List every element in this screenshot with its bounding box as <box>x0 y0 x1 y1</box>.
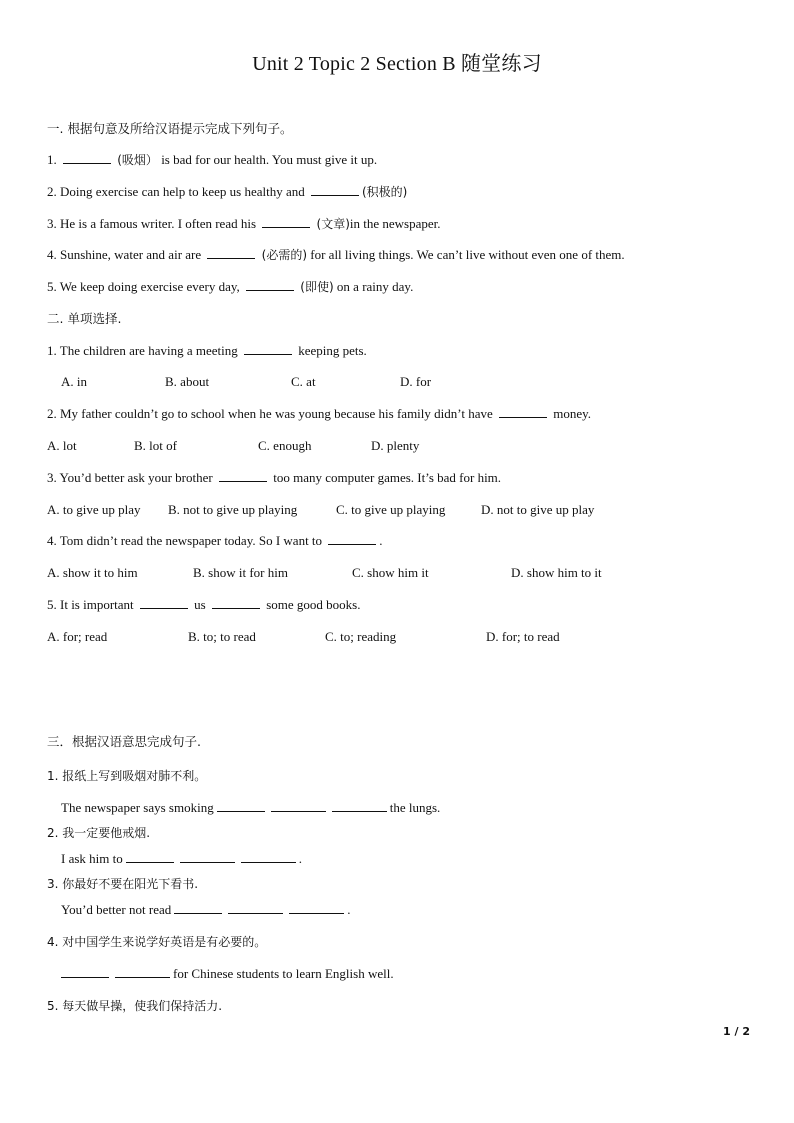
answer-blank[interactable] <box>228 902 283 914</box>
s2-q1-option-b[interactable]: B. about <box>165 374 210 389</box>
answer-blank[interactable] <box>241 851 296 863</box>
s3-item-5-cn: 5. 每天做早操，使我们保持活力. <box>47 999 223 1013</box>
s2-q3-option-c[interactable]: C. to give up playing <box>336 502 446 517</box>
answer-blank[interactable] <box>262 216 310 228</box>
answer-blank[interactable] <box>207 247 255 259</box>
s2-q3-option-a[interactable]: A. to give up play <box>47 502 141 517</box>
s2-q2-option-d[interactable]: D. plenty <box>371 438 420 453</box>
s2-q3-option-d[interactable]: D. not to give up play <box>481 502 595 517</box>
s3-item-3-en: You’d better not read . <box>61 902 351 917</box>
s2-q4-option-b[interactable]: B. show it for him <box>193 565 288 580</box>
answer-blank[interactable] <box>311 184 359 196</box>
s1-item-1: 1. (吸烟） is bad for our health. You must give it up. <box>47 152 378 167</box>
s1-item-4: 4. Sunshine, water and air are (必需的) for all living things. We can’t live without even one of them. <box>47 247 625 262</box>
answer-blank[interactable] <box>63 152 111 164</box>
answer-blank[interactable] <box>180 851 235 863</box>
answer-blank[interactable] <box>61 966 109 978</box>
answer-blank[interactable] <box>115 966 170 978</box>
s2-q5-option-c[interactable]: C. to; reading <box>325 629 397 644</box>
s2-q1-option-d[interactable]: D. for <box>400 374 432 389</box>
s2-q2-option-c[interactable]: C. enough <box>258 438 312 453</box>
s2-q1-option-a[interactable]: A. in <box>61 374 87 389</box>
answer-blank[interactable] <box>271 800 326 812</box>
answer-blank[interactable] <box>217 800 265 812</box>
s2-question-3: 3. You’d better ask your brother too many computer games. It’s bad for him. <box>47 470 502 485</box>
answer-blank[interactable] <box>332 800 387 812</box>
answer-blank[interactable] <box>174 902 222 914</box>
section1-heading: 一. 根据句意及所给汉语提示完成下列句子。 <box>47 121 293 136</box>
s3-item-1-en: The newspaper says smoking the lungs. <box>61 800 441 815</box>
s2-question-4: 4. Tom didn’t read the newspaper today. So I want to . <box>47 533 383 548</box>
s3-item-2-cn: 2. 我一定要他戒烟. <box>47 826 151 840</box>
s2-q3-option-b[interactable]: B. not to give up playing <box>168 502 298 517</box>
s2-question-1: 1. The children are having a meeting keeping pets. <box>47 343 367 358</box>
s3-item-4-cn: 4. 对中国学生来说学好英语是有必要的。 <box>47 935 267 949</box>
s3-item-3-cn: 3. 你最好不要在阳光下看书. <box>47 877 199 891</box>
answer-blank[interactable] <box>244 343 292 355</box>
s2-q4-option-a[interactable]: A. show it to him <box>47 565 138 580</box>
answer-blank[interactable] <box>499 406 547 418</box>
answer-blank[interactable] <box>140 597 188 609</box>
s2-q5-option-a[interactable]: A. for; read <box>47 629 108 644</box>
answer-blank[interactable] <box>289 902 344 914</box>
answer-blank[interactable] <box>212 597 260 609</box>
s3-item-2-en: I ask him to . <box>61 851 302 866</box>
s1-item-5: 5. We keep doing exercise every day, (即使) on a rainy day. <box>47 279 414 294</box>
s2-q2-option-b[interactable]: B. lot of <box>134 438 177 453</box>
page-title: Unit 2 Topic 2 Section B 随堂练习 <box>252 53 542 75</box>
s2-q2-option-a[interactable]: A. lot <box>47 438 77 453</box>
s3-item-4-en: for Chinese students to learn English well. <box>61 966 394 982</box>
s1-item-2: 2. Doing exercise can help to keep us healthy and (积极的) <box>47 184 408 199</box>
page-number: 1 / 2 <box>723 1025 750 1038</box>
answer-blank[interactable] <box>219 470 267 482</box>
s2-q4-option-d[interactable]: D. show him to it <box>511 565 602 580</box>
s2-q5-option-d[interactable]: D. for; to read <box>486 629 560 644</box>
s2-question-5: 5. It is important us some good books. <box>47 597 361 612</box>
section3-heading: 三．根据汉语意思完成句子. <box>47 734 201 749</box>
s2-q4-option-c[interactable]: C. show him it <box>352 565 429 580</box>
s3-item-1-cn: 1. 报纸上写到吸烟对肺不利。 <box>47 769 207 783</box>
answer-blank[interactable] <box>126 851 174 863</box>
s2-question-2: 2. My father couldn’t go to school when he was young because his family didn’t have money. <box>47 406 592 421</box>
section2-heading: 二. 单项选择. <box>47 311 122 326</box>
answer-blank[interactable] <box>246 279 294 291</box>
s1-item-3: 3. He is a famous writer. I often read his (文章)in the newspaper. <box>47 216 441 231</box>
answer-blank[interactable] <box>328 533 376 545</box>
s2-q5-option-b[interactable]: B. to; to read <box>188 629 256 644</box>
s2-q1-option-c[interactable]: C. at <box>291 374 316 389</box>
